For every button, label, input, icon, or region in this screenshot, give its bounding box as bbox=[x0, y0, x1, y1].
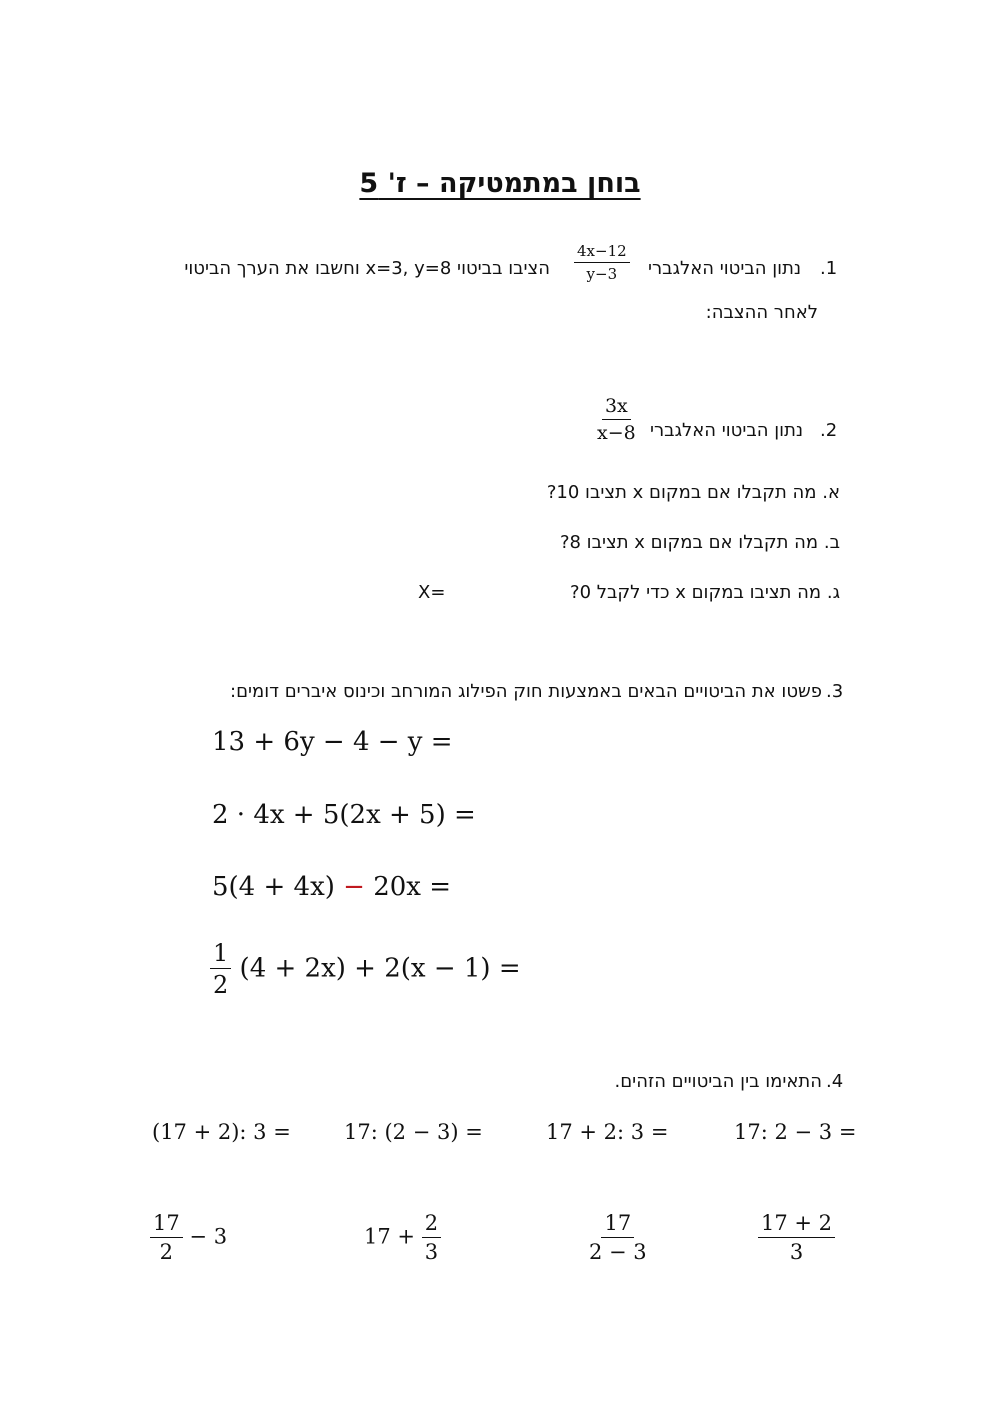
q2-fraction-denominator: x−8 bbox=[597, 421, 636, 444]
q4-fraction-1-denominator: 2 bbox=[159, 1240, 174, 1265]
q1-fraction-denominator: y−3 bbox=[586, 264, 618, 283]
q1-text-a: נתון הביטוי האלגברי bbox=[648, 258, 802, 279]
q1-number: 1. bbox=[820, 258, 838, 279]
q4-fraction-4 bbox=[758, 1212, 835, 1264]
q4-text: התאימו בין הביטויים הזהים. bbox=[614, 1071, 822, 1092]
page-title: בוחן במתמטיקה – ז' 5 bbox=[359, 168, 641, 199]
q4-number: 4. bbox=[826, 1071, 844, 1092]
q4-expr-2: 17: (2 − 3) = bbox=[344, 1120, 483, 1144]
q3-expression-1: 13 + 6y − 4 − y = bbox=[212, 727, 453, 757]
q4-fraction-2-numerator: 2 bbox=[422, 1212, 441, 1238]
q4-fraction-1-rest: − 3 bbox=[189, 1224, 228, 1249]
q4-fraction-2-denominator: 3 bbox=[424, 1240, 439, 1265]
q3-expression-4-denominator: 2 bbox=[213, 971, 229, 1000]
q1-text-c: לאחר ההצבה: bbox=[705, 302, 818, 323]
q4-fraction-3 bbox=[586, 1212, 650, 1264]
q2-fraction-numerator: 3x bbox=[602, 396, 631, 420]
q4-expr-4: 17: 2 − 3 = bbox=[734, 1120, 857, 1144]
q3-expression-4-numerator: 1 bbox=[210, 940, 231, 969]
q3-expression-4 bbox=[210, 940, 521, 999]
q2-part-a: א. מה תקבלו אם במקום x תציבו 10? bbox=[546, 482, 840, 503]
q3-text: פשטו את הביטויים הבאים באמצעות חוק הפילוג המורחב וכינוס איברים דומים: bbox=[230, 681, 822, 702]
q1-fraction-numerator: 4x−12 bbox=[574, 243, 630, 263]
q4-fraction-1-numerator: 17 bbox=[150, 1212, 183, 1238]
q4-expr-1: (17 + 2): 3 = bbox=[152, 1120, 291, 1144]
q3-expression-3-part-b: 20x = bbox=[373, 872, 452, 902]
q3-expression-3 bbox=[212, 872, 451, 902]
q4-expr-3: 17 + 2: 3 = bbox=[546, 1120, 669, 1144]
q2-fraction bbox=[594, 396, 639, 444]
q1-text-b: הציבו בביטוי x=3, y=8 וחשבו את הערך הביטוי bbox=[184, 258, 550, 279]
q2-part-c: ג. מה תציבו במקום x כדי לקבל 0? bbox=[570, 582, 840, 603]
q4-fraction-2 bbox=[364, 1212, 441, 1264]
q3-expression-2: 2 · 4x + 5(2x + 5) = bbox=[212, 800, 476, 830]
q3-expression-4-rest: (4 + 2x) + 2(x − 1) = bbox=[239, 953, 521, 984]
q3-number: 3. bbox=[826, 681, 844, 702]
q4-fraction-1 bbox=[150, 1212, 227, 1264]
q3-expression-3-part-a: 5(4 + 4x) bbox=[212, 872, 335, 902]
q1-fraction bbox=[574, 243, 630, 282]
q2-text: נתון הביטוי האלגברי bbox=[650, 420, 804, 441]
q2-number: 2. bbox=[820, 420, 838, 441]
q2-part-b: ב. מה תקבלו אם במקום x תציבו 8? bbox=[559, 532, 840, 553]
q4-fraction-3-numerator: 17 bbox=[601, 1212, 634, 1238]
q4-fraction-3-denominator: 2 − 3 bbox=[589, 1240, 647, 1265]
q4-fraction-4-numerator: 17 + 2 bbox=[758, 1212, 835, 1238]
q2-x-answer-label: X= bbox=[418, 582, 446, 603]
q4-fraction-2-integer: 17 + bbox=[364, 1224, 415, 1249]
q3-expression-3-operator: − bbox=[343, 872, 365, 902]
q4-fraction-4-denominator: 3 bbox=[789, 1240, 804, 1265]
